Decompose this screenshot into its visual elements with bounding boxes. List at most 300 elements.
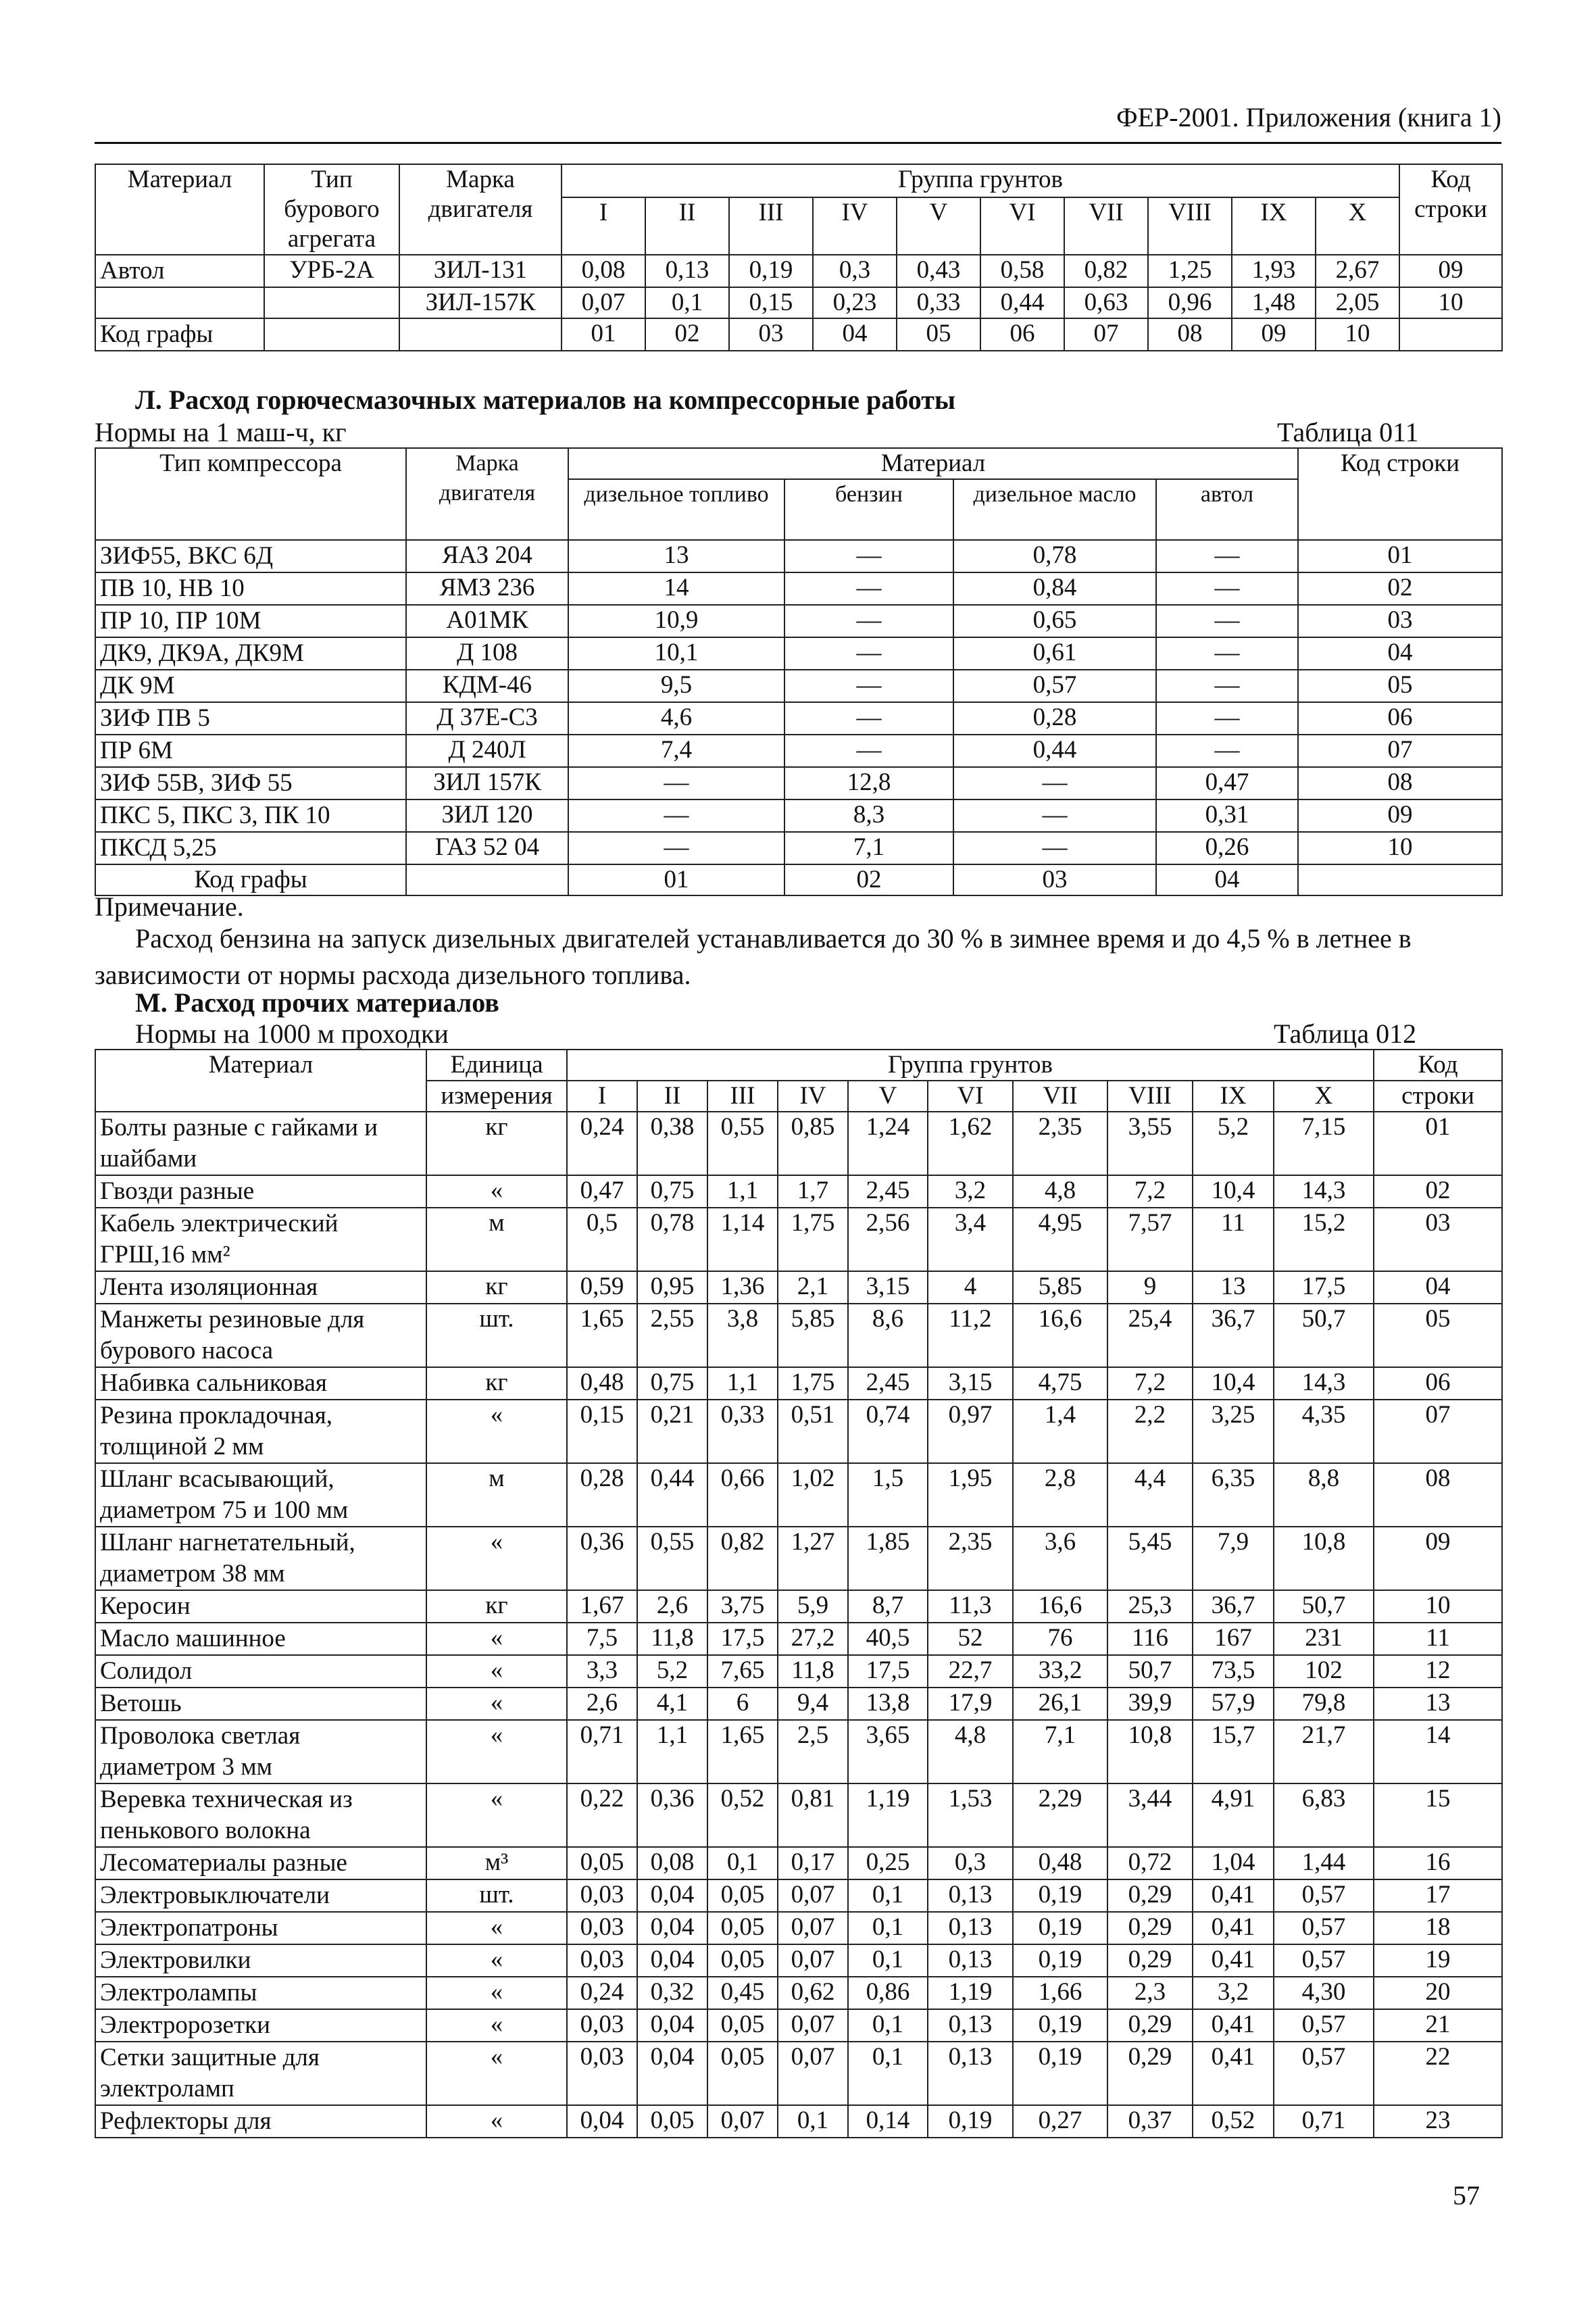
- cell-value: 0,19: [1013, 2009, 1107, 2042]
- cell-value: —: [1156, 702, 1298, 735]
- cell-value: 0,19: [1013, 1879, 1107, 1912]
- cell-material: Лесоматериалы разные: [95, 1847, 426, 1879]
- cell-code: 10: [1399, 287, 1502, 318]
- cell-material: Электровилки: [95, 1944, 426, 1977]
- cell-value: 0,29: [1107, 1912, 1193, 1944]
- cell-value: 0,41: [1193, 2042, 1274, 2105]
- group-header: X: [1316, 197, 1399, 255]
- cell-value: 1,75: [778, 1367, 848, 1400]
- cell-value: 0,19: [1013, 2042, 1107, 2105]
- cell-code: 06: [1298, 702, 1502, 735]
- col-header-material: Материал: [568, 448, 1298, 479]
- cell-value: 0,57: [1274, 1879, 1374, 1912]
- col-header-rig-type: Тип бурового агрегата: [264, 164, 399, 255]
- cell-value: 14: [568, 572, 784, 605]
- cell-value: 0,3: [813, 255, 897, 287]
- table-row: [95, 637, 1502, 670]
- cell-value: 1,65: [707, 1720, 778, 1783]
- cell-engine: Д 240Л: [406, 735, 568, 767]
- cell-value: 0,37: [1107, 2105, 1193, 2138]
- cell-value: 102: [1274, 1655, 1374, 1688]
- cell-value: 0,25: [848, 1847, 928, 1879]
- cell-value: 3,55: [1107, 1112, 1193, 1175]
- cell-code: 07: [1374, 1400, 1502, 1463]
- cell-code: 12: [1374, 1655, 1502, 1688]
- cell-value: 25,4: [1107, 1304, 1193, 1367]
- group-header: V: [848, 1081, 928, 1112]
- cell-value: 1,1: [637, 1720, 707, 1783]
- cell-value: 0,57: [1274, 1912, 1374, 1944]
- col-header-code: Код строки: [1399, 164, 1502, 255]
- cell-value: 10,1: [568, 637, 784, 670]
- table-011-head: [95, 448, 1502, 540]
- cell-value: 0,71: [1274, 2105, 1374, 2138]
- cell-unit: «: [426, 2105, 567, 2138]
- cell-value: 0,48: [567, 1367, 637, 1400]
- cell-material: Веревка техническая из пенькового волокна: [95, 1783, 426, 1847]
- cell-value: 4,30: [1274, 1977, 1374, 2009]
- group-header: IV: [778, 1081, 848, 1112]
- cell-value: —: [568, 832, 784, 864]
- cell-value: 0,04: [637, 2042, 707, 2105]
- cell-value: 0,26: [1156, 832, 1298, 864]
- cell-value: 0,32: [637, 1977, 707, 2009]
- cell-value: 0,28: [567, 1463, 637, 1527]
- cell-column-code: 10: [1316, 318, 1399, 351]
- cell-engine: Д 37Е-С3: [406, 702, 568, 735]
- cell-value: 6,83: [1274, 1783, 1374, 1847]
- table-row: [95, 702, 1502, 735]
- cell-value: 26,1: [1013, 1688, 1107, 1720]
- table-row: [95, 799, 1502, 832]
- cell-code: 14: [1374, 1720, 1502, 1783]
- cell-value: 1,65: [567, 1304, 637, 1367]
- table-011-foot: [95, 864, 1502, 895]
- cell-value: 0,51: [778, 1400, 848, 1463]
- cell-value: 1,5: [848, 1463, 928, 1527]
- cell-value: 50,7: [1274, 1590, 1374, 1623]
- cell-value: 0,52: [1193, 2105, 1274, 2138]
- cell-value: 0,03: [567, 1944, 637, 1977]
- cell-material: Проволока светлая диаметром 3 мм: [95, 1720, 426, 1783]
- cell-compressor-type: ЗИФ ПВ 5: [95, 702, 406, 735]
- cell-code: 03: [1374, 1208, 1502, 1271]
- cell-value: 36,7: [1193, 1304, 1274, 1367]
- cell-engine: ГАЗ 52 04: [406, 832, 568, 864]
- cell-unit: м³: [426, 1847, 567, 1879]
- cell-value: 2,5: [778, 1720, 848, 1783]
- cell-value: 17,5: [1274, 1271, 1374, 1304]
- cell-value: 50,7: [1274, 1304, 1374, 1367]
- cell-value: 1,93: [1232, 255, 1316, 287]
- cell-value: 10,9: [568, 605, 784, 637]
- group-header: V: [897, 197, 980, 255]
- cell-value: 1,48: [1232, 287, 1316, 318]
- cell-unit: «: [426, 1175, 567, 1208]
- section-l-norms: Нормы на 1 маш-ч, кг: [95, 417, 347, 447]
- cell-value: 0,29: [1107, 1879, 1193, 1912]
- col-header-code: Код строки: [1298, 448, 1502, 540]
- cell-value: 5,9: [778, 1590, 848, 1623]
- cell-value: 50,7: [1107, 1655, 1193, 1688]
- cell-value: 0,44: [980, 287, 1064, 318]
- table-row: [95, 1527, 1502, 1590]
- table-row: [95, 832, 1502, 864]
- cell-value: 14,3: [1274, 1367, 1374, 1400]
- cell-unit: шт.: [426, 1879, 567, 1912]
- cell-code: 08: [1374, 1463, 1502, 1527]
- cell-value: 79,8: [1274, 1688, 1374, 1720]
- cell-value: 0,47: [1156, 767, 1298, 799]
- cell-value: 3,25: [1193, 1400, 1274, 1463]
- cell-unit: «: [426, 1688, 567, 1720]
- cell-value: 2,2: [1107, 1400, 1193, 1463]
- cell-value: 0,23: [813, 287, 897, 318]
- cell-value: 33,2: [1013, 1655, 1107, 1688]
- col-header-code-line1: Код: [1374, 1050, 1502, 1081]
- cell-material: Резина прокладочная, толщиной 2 мм: [95, 1400, 426, 1463]
- cell-value: 1,25: [1148, 255, 1232, 287]
- cell-code-label: Код графы: [95, 318, 264, 351]
- cell-value: 0,14: [848, 2105, 928, 2138]
- cell-column-code: 04: [1156, 864, 1298, 895]
- cell-unit: «: [426, 1400, 567, 1463]
- cell-unit: «: [426, 1783, 567, 1847]
- cell-code: 15: [1374, 1783, 1502, 1847]
- cell-value: 1,02: [778, 1463, 848, 1527]
- cell-value: 0,05: [707, 2042, 778, 2105]
- cell-value: 0,1: [848, 1912, 928, 1944]
- cell-value: 4,1: [637, 1688, 707, 1720]
- cell-value: 11,2: [928, 1304, 1013, 1367]
- cell-value: 3,44: [1107, 1783, 1193, 1847]
- cell-value: 0,1: [707, 1847, 778, 1879]
- cell-value: 0,33: [707, 1400, 778, 1463]
- cell-value: 0,07: [778, 2009, 848, 2042]
- cell-value: 2,67: [1316, 255, 1399, 287]
- cell-value: 9,4: [778, 1688, 848, 1720]
- cell-value: 2,6: [567, 1688, 637, 1720]
- cell-value: 0,13: [928, 1944, 1013, 1977]
- col-header-material: Материал: [95, 164, 264, 255]
- cell-value: 8,7: [848, 1590, 928, 1623]
- cell-value: 1,7: [778, 1175, 848, 1208]
- table-row: [95, 1400, 1502, 1463]
- group-header: II: [637, 1081, 707, 1112]
- cell-value: 39,9: [1107, 1688, 1193, 1720]
- cell-value: —: [784, 637, 953, 670]
- cell-value: 5,85: [1013, 1271, 1107, 1304]
- cell-material: Болты разные с гайками и шайбами: [95, 1112, 426, 1175]
- cell-unit: кг: [426, 1590, 567, 1623]
- cell-value: 3,3: [567, 1655, 637, 1688]
- cell-code-label: Код графы: [95, 864, 406, 895]
- cell-value: —: [784, 605, 953, 637]
- note-label: Примечание.: [95, 891, 244, 922]
- page-number: 57: [1453, 2180, 1480, 2211]
- cell-value: 0,13: [928, 2009, 1013, 2042]
- cell-value: 0,5: [567, 1208, 637, 1271]
- cell-column-code: 03: [729, 318, 813, 351]
- table-row: [95, 1304, 1502, 1367]
- cell-value: 0,95: [637, 1271, 707, 1304]
- table-autol-head: [95, 164, 1502, 255]
- cell-value: 2,56: [848, 1208, 928, 1271]
- cell-material: Керосин: [95, 1590, 426, 1623]
- cell-value: —: [784, 540, 953, 572]
- cell-column-code: 05: [897, 318, 980, 351]
- cell-unit: «: [426, 2009, 567, 2042]
- cell-value: 13,8: [848, 1688, 928, 1720]
- cell-value: 6: [707, 1688, 778, 1720]
- table-row: [95, 287, 1502, 318]
- cell-value: 1,14: [707, 1208, 778, 1271]
- cell-value: 1,85: [848, 1527, 928, 1590]
- cell-value: 5,2: [637, 1655, 707, 1688]
- cell-code: 01: [1298, 540, 1502, 572]
- col-header-material: Материал: [95, 1050, 426, 1112]
- table-row: [95, 2042, 1502, 2105]
- cell-code: 04: [1374, 1271, 1502, 1304]
- cell-value: 0,19: [1013, 1912, 1107, 1944]
- cell-value: 3,2: [1193, 1977, 1274, 2009]
- cell-value: 231: [1274, 1623, 1374, 1655]
- cell-value: 0,24: [567, 1977, 637, 2009]
- cell-value: 0,62: [778, 1977, 848, 2009]
- cell-value: 3,15: [848, 1271, 928, 1304]
- table-row: [95, 1977, 1502, 2009]
- group-header: VI: [928, 1081, 1013, 1112]
- cell-value: 17,5: [848, 1655, 928, 1688]
- cell-material: Шланг всасывающий, диаметром 75 и 100 мм: [95, 1463, 426, 1527]
- table-row: [95, 1271, 1502, 1304]
- cell-value: 0,82: [1064, 255, 1148, 287]
- cell-value: 25,3: [1107, 1590, 1193, 1623]
- cell-compressor-type: ДК9, ДК9А, ДК9М: [95, 637, 406, 670]
- cell-value: 1,62: [928, 1112, 1013, 1175]
- table-row: [95, 1688, 1502, 1720]
- cell-value: —: [568, 767, 784, 799]
- cell-value: 1,19: [848, 1783, 928, 1847]
- cell-code: 10: [1374, 1590, 1502, 1623]
- cell-unit: кг: [426, 1271, 567, 1304]
- cell-value: 5,2: [1193, 1112, 1274, 1175]
- cell-value: 9: [1107, 1271, 1193, 1304]
- cell-value: 10,4: [1193, 1175, 1274, 1208]
- cell-value: 0,13: [928, 2042, 1013, 2105]
- col-header-diesel-oil: дизельное масло: [953, 479, 1156, 540]
- table-row: [95, 2009, 1502, 2042]
- cell-value: 0,1: [848, 1879, 928, 1912]
- cell-value: 0,55: [637, 1527, 707, 1590]
- cell-value: 0,03: [567, 2009, 637, 2042]
- col-header-compressor-type: Тип компрессора: [95, 448, 406, 540]
- cell-code: 07: [1298, 735, 1502, 767]
- cell-unit: «: [426, 2042, 567, 2105]
- cell-value: 4,95: [1013, 1208, 1107, 1271]
- cell-material: Электророзетки: [95, 2009, 426, 2042]
- cell-value: —: [1156, 670, 1298, 702]
- cell-value: 0,55: [707, 1112, 778, 1175]
- cell-compressor-type: ДК 9М: [95, 670, 406, 702]
- cell-material: Шланг нагнетательный, диаметром 38 мм: [95, 1527, 426, 1590]
- cell-value: 0,45: [707, 1977, 778, 2009]
- cell-value: 0,29: [1107, 1944, 1193, 1977]
- cell-value: 1,36: [707, 1271, 778, 1304]
- group-header: III: [707, 1081, 778, 1112]
- cell-code: 13: [1374, 1688, 1502, 1720]
- cell-column-code: 06: [980, 318, 1064, 351]
- group-header: IX: [1193, 1081, 1274, 1112]
- running-header: ФЕР-2001. Приложения (книга 1): [1116, 102, 1501, 132]
- cell-engine: ЯМЗ 236: [406, 572, 568, 605]
- cell-code: 23: [1374, 2105, 1502, 2138]
- group-header: III: [729, 197, 813, 255]
- cell-value: 12,8: [784, 767, 953, 799]
- cell-value: 0,75: [637, 1175, 707, 1208]
- col-header-soil-group: Группа грунтов: [567, 1050, 1374, 1081]
- cell-value: 0,19: [729, 255, 813, 287]
- cell-value: 3,15: [928, 1367, 1013, 1400]
- cell-unit: м: [426, 1208, 567, 1271]
- cell-value: 1,19: [928, 1977, 1013, 2009]
- cell-value: 15,7: [1193, 1720, 1274, 1783]
- cell-code: 02: [1374, 1175, 1502, 1208]
- cell-value: 5,45: [1107, 1527, 1193, 1590]
- cell-value: 40,5: [848, 1623, 928, 1655]
- cell-value: 27,2: [778, 1623, 848, 1655]
- section-m-title: М. Расход прочих материалов: [135, 987, 499, 1018]
- cell-value: 0,15: [567, 1400, 637, 1463]
- table-012-body: [95, 1112, 1502, 2138]
- cell-code: 21: [1374, 2009, 1502, 2042]
- cell-engine: ЯАЗ 204: [406, 540, 568, 572]
- cell-value: 0,04: [637, 1912, 707, 1944]
- cell-value: 0,82: [707, 1527, 778, 1590]
- cell-value: —: [1156, 605, 1298, 637]
- cell-engine: ЗИЛ 120: [406, 799, 568, 832]
- cell-value: 0,24: [567, 1112, 637, 1175]
- cell-engine: ЗИЛ-131: [399, 255, 562, 287]
- cell-value: 0,04: [637, 2009, 707, 2042]
- cell-value: 52: [928, 1623, 1013, 1655]
- cell-value: 0,57: [1274, 1944, 1374, 1977]
- cell-value: 0,04: [637, 1879, 707, 1912]
- cell-code: 09: [1374, 1527, 1502, 1590]
- cell-value: 1,95: [928, 1463, 1013, 1527]
- cell-value: 0,86: [848, 1977, 928, 2009]
- cell-code: 16: [1374, 1847, 1502, 1879]
- cell-value: 2,35: [1013, 1112, 1107, 1175]
- cell-value: 0,36: [567, 1527, 637, 1590]
- cell-value: 1,04: [1193, 1847, 1274, 1879]
- cell-value: 0,07: [778, 1912, 848, 1944]
- cell-value: 167: [1193, 1623, 1274, 1655]
- cell-material: Кабель электрический ГРШ,16 мм²: [95, 1208, 426, 1271]
- cell-value: 0,41: [1193, 2009, 1274, 2042]
- cell-unit: «: [426, 1655, 567, 1688]
- cell-value: 0,07: [562, 287, 645, 318]
- cell-unit: «: [426, 1944, 567, 1977]
- cell-value: 0,48: [1013, 1847, 1107, 1879]
- cell-column-code: 01: [568, 864, 784, 895]
- cell-value: 7,9: [1193, 1527, 1274, 1590]
- cell-material: Электролампы: [95, 1977, 426, 2009]
- cell-value: —: [784, 735, 953, 767]
- cell-value: 0,05: [567, 1847, 637, 1879]
- col-header-soil-group: Группа грунтов: [562, 164, 1399, 197]
- cell-value: 0,19: [928, 2105, 1013, 2138]
- cell-code: 10: [1298, 832, 1502, 864]
- group-header: VIII: [1148, 197, 1232, 255]
- cell-value: 0,22: [567, 1783, 637, 1847]
- cell-value: 0,85: [778, 1112, 848, 1175]
- group-header: IX: [1232, 197, 1316, 255]
- cell-code: 01: [1374, 1112, 1502, 1175]
- cell-material: Солидол: [95, 1655, 426, 1688]
- cell-value: 0,13: [928, 1912, 1013, 1944]
- cell-engine: ЗИЛ-157К: [399, 287, 562, 318]
- table-row: [95, 670, 1502, 702]
- cell-column-code: 01: [562, 318, 645, 351]
- cell-compressor-type: ПР 6М: [95, 735, 406, 767]
- cell-value: 0,13: [928, 1879, 1013, 1912]
- cell-value: 5,85: [778, 1304, 848, 1367]
- cell-value: 7,2: [1107, 1175, 1193, 1208]
- cell-value: 2,6: [637, 1590, 707, 1623]
- cell-value: 36,7: [1193, 1590, 1274, 1623]
- cell-value: —: [1156, 735, 1298, 767]
- cell-value: 7,65: [707, 1655, 778, 1688]
- cell-value: 10,8: [1274, 1527, 1374, 1590]
- cell-code: 09: [1399, 255, 1502, 287]
- group-header: I: [562, 197, 645, 255]
- cell-value: 8,8: [1274, 1463, 1374, 1527]
- cell-value: 0,03: [567, 1879, 637, 1912]
- cell-engine: Д 108: [406, 637, 568, 670]
- cell-value: —: [953, 767, 1156, 799]
- cell-code: 11: [1374, 1623, 1502, 1655]
- cell-value: 0,96: [1148, 287, 1232, 318]
- cell-material: [95, 287, 264, 318]
- cell-code: 05: [1298, 670, 1502, 702]
- table-row: [95, 1879, 1502, 1912]
- cell-value: 2,55: [637, 1304, 707, 1367]
- table-code-row: [95, 318, 1502, 351]
- table-row: [95, 1175, 1502, 1208]
- cell-value: 0,04: [567, 2105, 637, 2138]
- cell-value: 0,29: [1107, 2009, 1193, 2042]
- table-row: [95, 735, 1502, 767]
- cell-material: Набивка сальниковая: [95, 1367, 426, 1400]
- cell-rig: [264, 287, 399, 318]
- cell-value: 14,3: [1274, 1175, 1374, 1208]
- cell-material: Рефлекторы для: [95, 2105, 426, 2138]
- cell-value: 0,43: [897, 255, 980, 287]
- cell-value: 2,35: [928, 1527, 1013, 1590]
- cell-value: 0,78: [637, 1208, 707, 1271]
- section-m-norms: Нормы на 1000 м проходки: [135, 1018, 449, 1049]
- cell-material: Ветошь: [95, 1688, 426, 1720]
- cell-compressor-type: ЗИФ55, ВКС 6Д: [95, 540, 406, 572]
- cell-value: 8,3: [784, 799, 953, 832]
- group-header: I: [567, 1081, 637, 1112]
- col-header-autol: автол: [1156, 479, 1298, 540]
- cell-value: 0,33: [897, 287, 980, 318]
- cell-value: 1,44: [1274, 1847, 1374, 1879]
- cell-value: 4,4: [1107, 1463, 1193, 1527]
- cell-value: 0,19: [1013, 1944, 1107, 1977]
